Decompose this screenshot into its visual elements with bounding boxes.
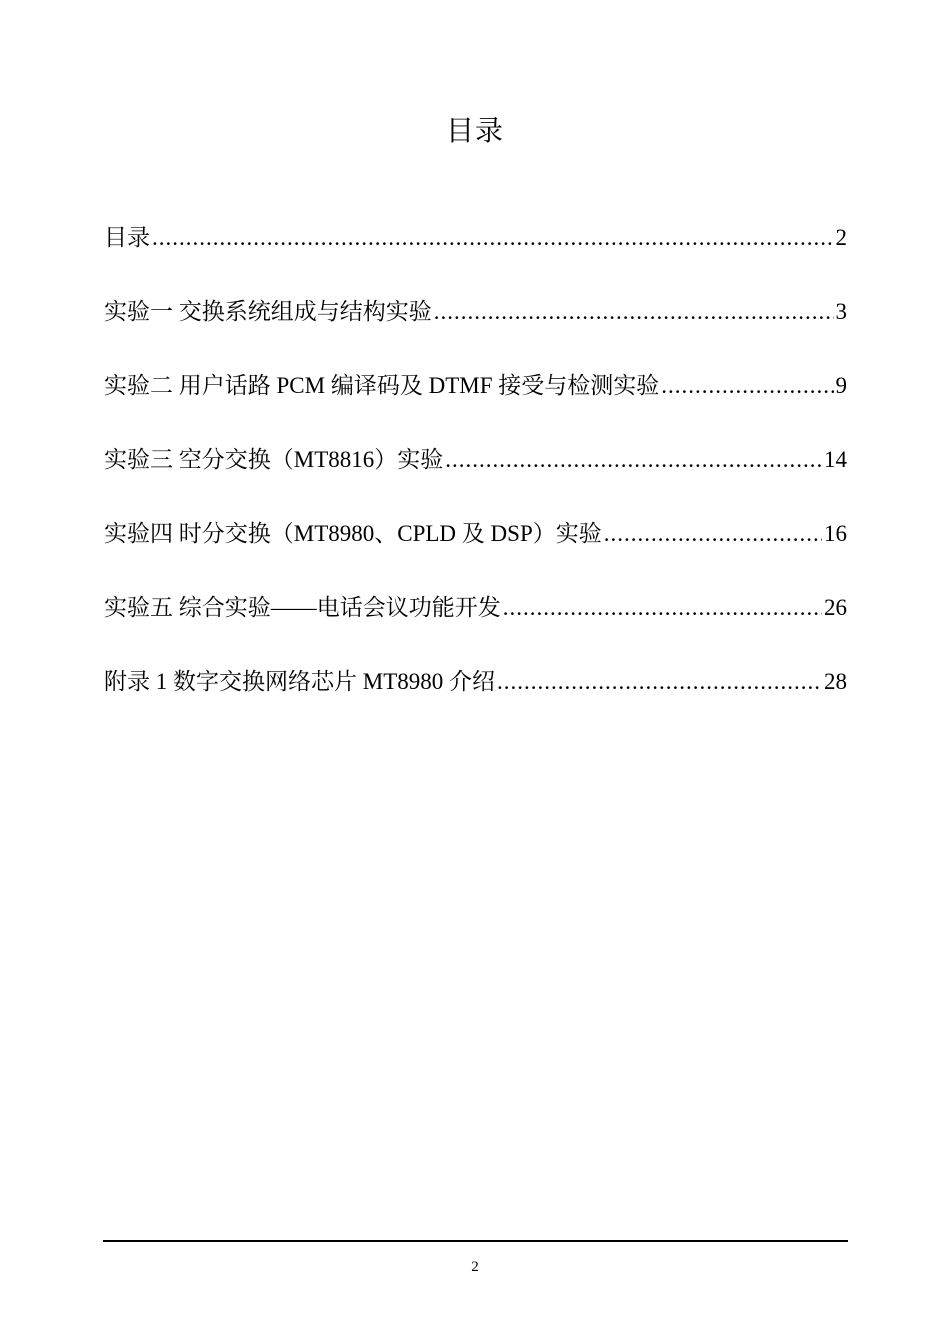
toc-entry-label: 目录 [104, 225, 150, 250]
toc-entry-label: 实验一 交换系统组成与结构实验 [104, 299, 432, 324]
toc-dot-leader [434, 292, 834, 332]
toc-dot-leader [503, 588, 822, 628]
toc-entry-page: 9 [835, 373, 847, 398]
table-of-contents [104, 218, 847, 736]
toc-entry-label: 实验二 用户话路 PCM 编译码及 DTMF 接受与检测实验 [104, 373, 660, 398]
toc-entry-page: 14 [824, 447, 847, 472]
toc-entry-experiment-1[interactable] [104, 292, 847, 366]
toc-entry-page: 26 [824, 595, 847, 620]
toc-entry-appendix-1[interactable] [104, 662, 847, 736]
toc-entry-page: 3 [835, 299, 847, 324]
toc-entry-label: 实验四 时分交换（MT8980、CPLD 及 DSP）实验 [104, 521, 602, 546]
toc-dot-leader [152, 218, 834, 258]
toc-dot-leader [661, 366, 833, 406]
toc-entry-page: 16 [824, 521, 847, 546]
toc-entry-label: 附录 1 数字交换网络芯片 MT8980 介绍 [104, 669, 495, 694]
toc-entry-experiment-5[interactable] [104, 588, 847, 662]
page-title: 目录 [445, 116, 504, 147]
toc-dot-leader [445, 440, 822, 480]
toc-dot-leader [497, 662, 822, 702]
footer-rule [103, 1240, 848, 1242]
toc-entry-label: 实验三 空分交换（MT8816）实验 [104, 447, 444, 472]
page-number: 2 [471, 1259, 479, 1275]
toc-entry-page: 28 [824, 669, 847, 694]
toc-entry-label: 实验五 综合实验——电话会议功能开发 [104, 595, 501, 620]
toc-entry-contents[interactable] [104, 218, 847, 292]
toc-entry-experiment-4[interactable] [104, 514, 847, 588]
toc-entry-page: 2 [835, 225, 847, 250]
toc-entry-experiment-2[interactable] [104, 366, 847, 440]
toc-dot-leader [604, 514, 822, 554]
toc-entry-experiment-3[interactable] [104, 440, 847, 514]
